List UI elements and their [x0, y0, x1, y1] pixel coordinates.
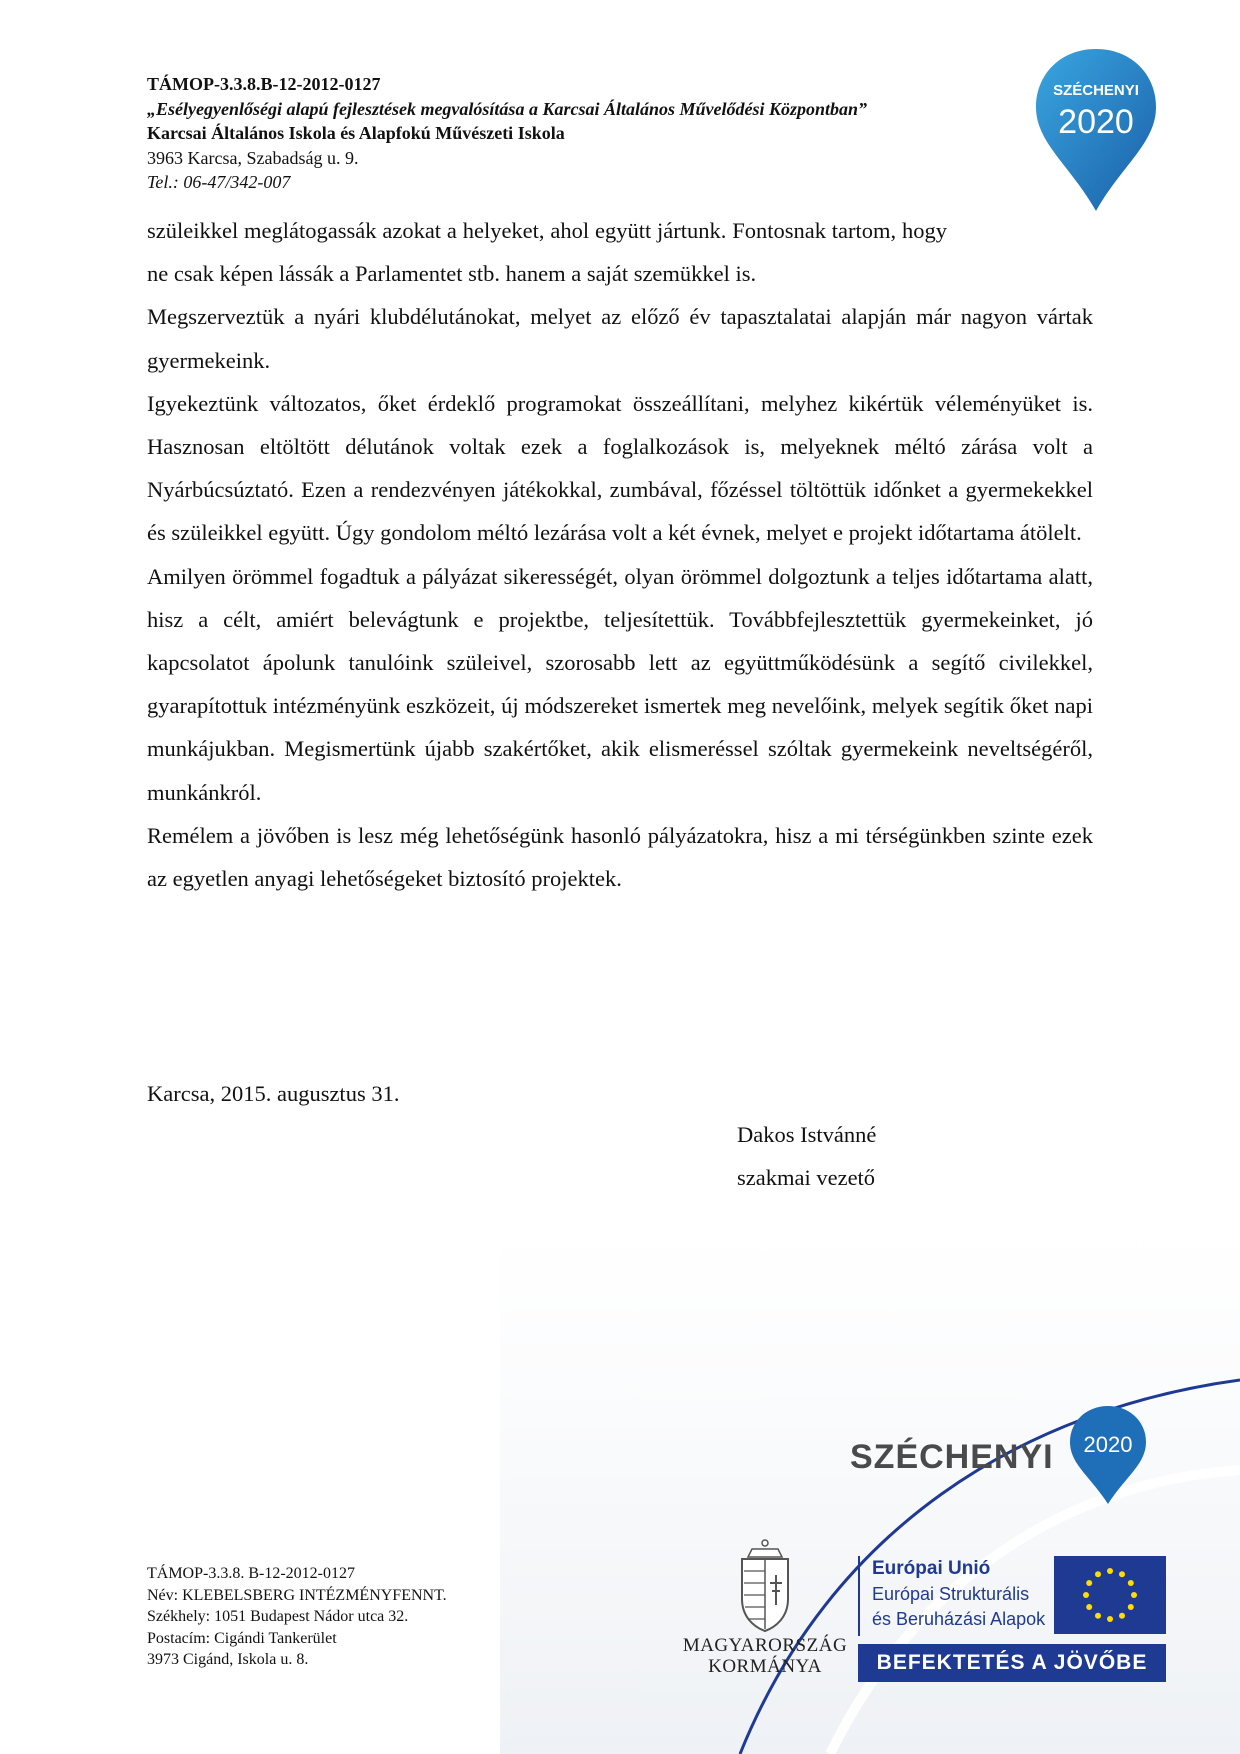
- project-title: „Esélyegyenlőségi alapú fejlesztések megvalósítása a Karcsai Általános Művelődési Központban”: [147, 98, 867, 119]
- document-header: [147, 72, 1027, 195]
- footer-name: Név: KLEBELSBERG INTÉZMÉNYFENNT.: [147, 1586, 447, 1604]
- date-line: Karcsa, 2015. augusztus 31.: [147, 1081, 400, 1106]
- paragraph: Igyekeztünk változatos, őket érdeklő programokat összeállítani, melyhez kikértük véleményüket is. Hasznosan eltöltött délutánok voltak ezek a foglalkozások is, melyeknek méltó zárása volt a Nyárbúcsúztató. Ezen a rendezvényen játékokkal, zumbával, főzéssel töltöttük időnket a gyermekekkel és szüleikkel együtt. Úgy gondolom méltó lezárása volt a két évnek, melyet e projekt időtartama átölelt.: [147, 390, 1093, 546]
- paragraph: szüleikkel meglátogassák azokat a helyeket, ahol együtt jártunk. Fontosnak tartom, hogy ne csak képen lássák a Parlamentet stb. hanem a saját szemükkel is.: [147, 218, 947, 287]
- letter-body: [147, 209, 1093, 900]
- szechenyi-2020-logo: [850, 1400, 1160, 1510]
- eu-text: [858, 1556, 1048, 1636]
- government-name-line2: KORMÁNYA: [708, 1656, 822, 1677]
- signer-role: szakmai vezető: [737, 1165, 876, 1190]
- paragraph: Remélem a jövőben is lesz még lehetőségünk hasonló pályázatokra, hisz a mi térségünkben szinte ezek az egyetlen anyagi lehetőségeket biztosító projektek.: [147, 822, 1093, 892]
- school-name: Karcsai Általános Iskola és Alapfokú Művészeti Iskola: [147, 123, 565, 143]
- footer-postal: Postacím: Cigándi Tankerület: [147, 1629, 337, 1647]
- signature-block: [737, 1113, 876, 1199]
- school-address: 3963 Karcsa, Szabadság u. 9.: [147, 147, 359, 168]
- eu-funding-logo: [858, 1556, 1166, 1682]
- government-name-line1: MAGYARORSZÁG: [682, 1635, 848, 1656]
- szechenyi-2020-pin-logo: [1030, 45, 1162, 215]
- eu-flag-icon: [1054, 1556, 1166, 1634]
- svg-text:SZÉCHENYI: SZÉCHENYI: [1053, 82, 1139, 99]
- signer-name: Dakos Istvánné: [737, 1122, 877, 1147]
- eu-banner: BEFEKTETÉS A JÖVŐBE: [858, 1644, 1166, 1682]
- footer-postal-address: 3973 Cigánd, Iskola u. 8.: [147, 1651, 309, 1668]
- school-phone: Tel.: 06-47/342-007: [147, 172, 291, 192]
- footer-seat: Székhely: 1051 Budapest Nádor utca 32.: [147, 1608, 409, 1625]
- paragraph: Amilyen örömmel fogadtuk a pályázat sikerességét, olyan örömmel dolgoztunk a teljes időtartama alatt, hisz a célt, amiért belevágtunk e projektbe, teljesítettük. Továbbfejlesztettük gyermekeinket, jó kapcsolatot ápolunk tanulóink szüleivel, szorosabb lett az együttműködésünk a segítő civilekkel, gyarapítottuk intézményünk eszközeit, új módszereket ismertek meg nevelőink, melyek segítik őket napi munkájukban. Megismertünk újabb szakértőket, akik elismeréssel szóltak gyermekeink neveltségéről, munkánkról.: [147, 563, 1093, 805]
- project-code: TÁMOP-3.3.8.B-12-2012-0127: [147, 74, 381, 94]
- hungarian-coat-of-arms-icon: [730, 1535, 800, 1635]
- paragraph: Megszerveztük a nyári klubdélutánokat, melyet az előző év tapasztalatai alapján már nagyon vártak gyermekeink.: [147, 304, 1093, 373]
- svg-text:2020: 2020: [1058, 103, 1134, 141]
- footer-info: [147, 1563, 447, 1671]
- svg-text:2020: 2020: [1083, 1432, 1133, 1457]
- government-logo: [680, 1535, 850, 1695]
- svg-text:SZÉCHENYI: SZÉCHENYI: [850, 1438, 1054, 1476]
- eu-title: Európai Unió: [872, 1558, 991, 1579]
- eu-subtitle-line2: és Beruházási Alapok: [872, 1609, 1046, 1629]
- footer-code: TÁMOP-3.3.8. B-12-2012-0127: [147, 1565, 355, 1582]
- eu-subtitle-line1: Európai Strukturális: [872, 1584, 1030, 1604]
